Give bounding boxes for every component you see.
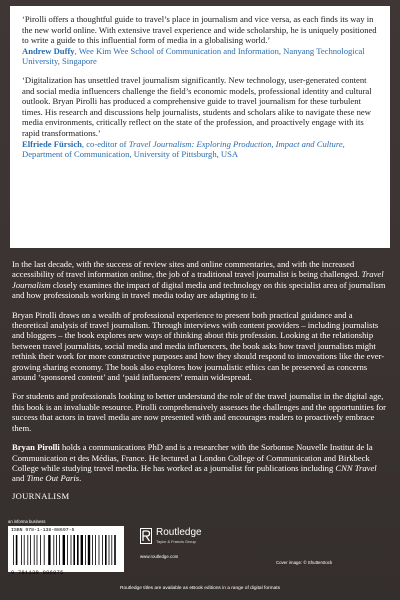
barcode-bar	[27, 535, 28, 565]
cover-image-credit: Cover image: © Shutterstock	[276, 560, 333, 565]
description-paragraph-2: Bryan Pirolli draws on a wealth of professional experience to present both practical guidance and a theoretical analysis of travel journalism. Through interviews with content providers – including journalists and bloggers – the book explores new ways of thinking about this profession. Looking at the relationship between travel journalists, social media and media influencers, the book asks how travel journalists might rethink their work for more constructive purposes and how they should respond to innovations like the ever-growing sharing economy. The book also explores how journalistic ethics can be preserved as concerns around ‘sponsored content’ and ‘paid influencers’ remain widespread.	[12, 309, 385, 383]
publisher-website: www.routledge.com	[140, 554, 179, 559]
endorsement-2-attribution	[22, 139, 345, 160]
endorser-2-name: Elfriede Fürsich	[22, 138, 82, 149]
barcode-box	[8, 526, 124, 576]
author-name: Bryan Pirolli	[12, 442, 60, 453]
author-bio	[12, 442, 388, 484]
description-paragraph-3: For students and professionals looking to better understand the role of the travel journalist in the digital age, this book is an invaluable resource. Pirolli comprehensively assesses the challenges and the opportunities for success that actors in travel media are now presented with and encourages readers to proactively embrace them.	[12, 391, 386, 433]
endorser-2-book-title: Travel Journalism: Exploring Production, Impact and Culture	[128, 138, 343, 149]
book-title-inline: Travel Journalism	[12, 269, 384, 290]
barcode-bar	[56, 535, 57, 565]
description-p1-a: In the last decade, with the success of review sites and online commentaries, and with the increased accessibility of travel information online, the job of a traditional travel journalist is being challenged.	[12, 259, 362, 280]
author-bio-end: .	[79, 473, 82, 484]
barcode-bar	[34, 535, 35, 565]
endorsement-2	[22, 75, 380, 160]
barcode-bar	[77, 535, 79, 565]
publisher-subtitle: Taylor & Francis Group	[156, 539, 196, 544]
barcode-bar	[99, 535, 100, 565]
barcode-bar	[92, 535, 93, 565]
barcode-bar	[48, 535, 50, 565]
barcode-bar	[13, 535, 14, 565]
barcode-bar	[102, 535, 103, 565]
endorsement-2-quote: ‘Digitalization has unsettled travel journalism significantly. New technology, user-generated content and social media influencers challenge the field’s economic models, professional identity and cultural outlook. Bryan Pirolli has produced a comprehensive guide to travel journalism for these turbulent times. His research and discussions help journalists, students and scholars alike to navigate these new media environments, critically reflect on the state of the profession, and proactively engage with its rapid transformations.’	[22, 74, 372, 138]
barcode-bar	[67, 535, 68, 565]
endorser-2-affiliation-post: , Department of Communication, University of Pittsburgh, USA	[22, 138, 345, 160]
ebook-footer: Routledge titles are available as eBook editions in a range of digital formats	[120, 586, 280, 591]
isbn-text: ISBN 978-1-138-08697-5	[11, 528, 75, 533]
barcode	[11, 535, 121, 565]
barcode-bar	[21, 535, 22, 565]
barcode-bar	[88, 535, 90, 565]
endorsement-box	[10, 6, 390, 248]
barcode-bar	[63, 535, 65, 565]
endorser-2-affiliation-pre: , co-editor of	[81, 138, 129, 149]
barcode-bar	[37, 535, 38, 565]
barcode-bar	[24, 535, 25, 565]
barcode-bar	[111, 535, 112, 565]
barcode-bar	[95, 535, 96, 565]
subject-category: JOURNALISM	[12, 490, 70, 501]
routledge-logo-icon	[140, 528, 152, 544]
endorsement-1-quote: ‘Pirolli offers a thoughtful guide to travel’s place in journalism and vice versa, as each finds its way in the new world online. With extensive travel experience and wide scholarship, he is uniquely positioned to write a guide to this influential form of media in a globalising world.’	[22, 14, 377, 46]
endorser-1-affiliation: , Wee Kim Wee School of Communication and Information, Nanyang Technological University, Singapore	[22, 45, 365, 67]
barcode-bar	[40, 535, 41, 565]
barcode-bar	[44, 535, 45, 565]
endorsement-1-attribution	[22, 46, 365, 67]
barcode-bar	[71, 535, 72, 565]
description-paragraph-1	[12, 259, 388, 301]
barcode-bar	[105, 535, 107, 565]
publication-cnn: CNN Travel	[335, 462, 377, 473]
informa-label: an informa business	[8, 519, 46, 524]
barcode-number: 9 781138 086975	[11, 570, 64, 576]
barcode-bar	[30, 535, 31, 565]
endorser-1-name: Andrew Duffy	[22, 45, 75, 56]
publisher-logo	[140, 527, 220, 549]
publisher-name: Routledge	[156, 527, 202, 538]
barcode-bar	[59, 535, 60, 565]
barcode-bar	[73, 535, 75, 565]
author-bio-and: and	[12, 473, 27, 484]
barcode-bar	[114, 535, 116, 565]
author-bio-text: holds a communications PhD and is a researcher with the Sorbonne Nouvelle Institut de la Communication et des Médias, France. He lectured at London College of Communication and Birkbeck College while studying travel media. He has worked as a journalist for publications including	[12, 442, 373, 473]
endorsement-1	[22, 14, 380, 67]
barcode-bar	[53, 535, 54, 565]
publication-timeout: Time Out Paris	[26, 473, 80, 484]
description-p1-b: closely examines the impact of digital media and technology on this specialist area of journalism and how professionals working in travel media today are adapting to it.	[12, 279, 386, 301]
barcode-bar	[81, 535, 83, 565]
book-description	[12, 259, 388, 501]
barcode-bar	[109, 535, 110, 565]
barcode-bar	[16, 535, 18, 565]
barcode-bar	[85, 535, 86, 565]
